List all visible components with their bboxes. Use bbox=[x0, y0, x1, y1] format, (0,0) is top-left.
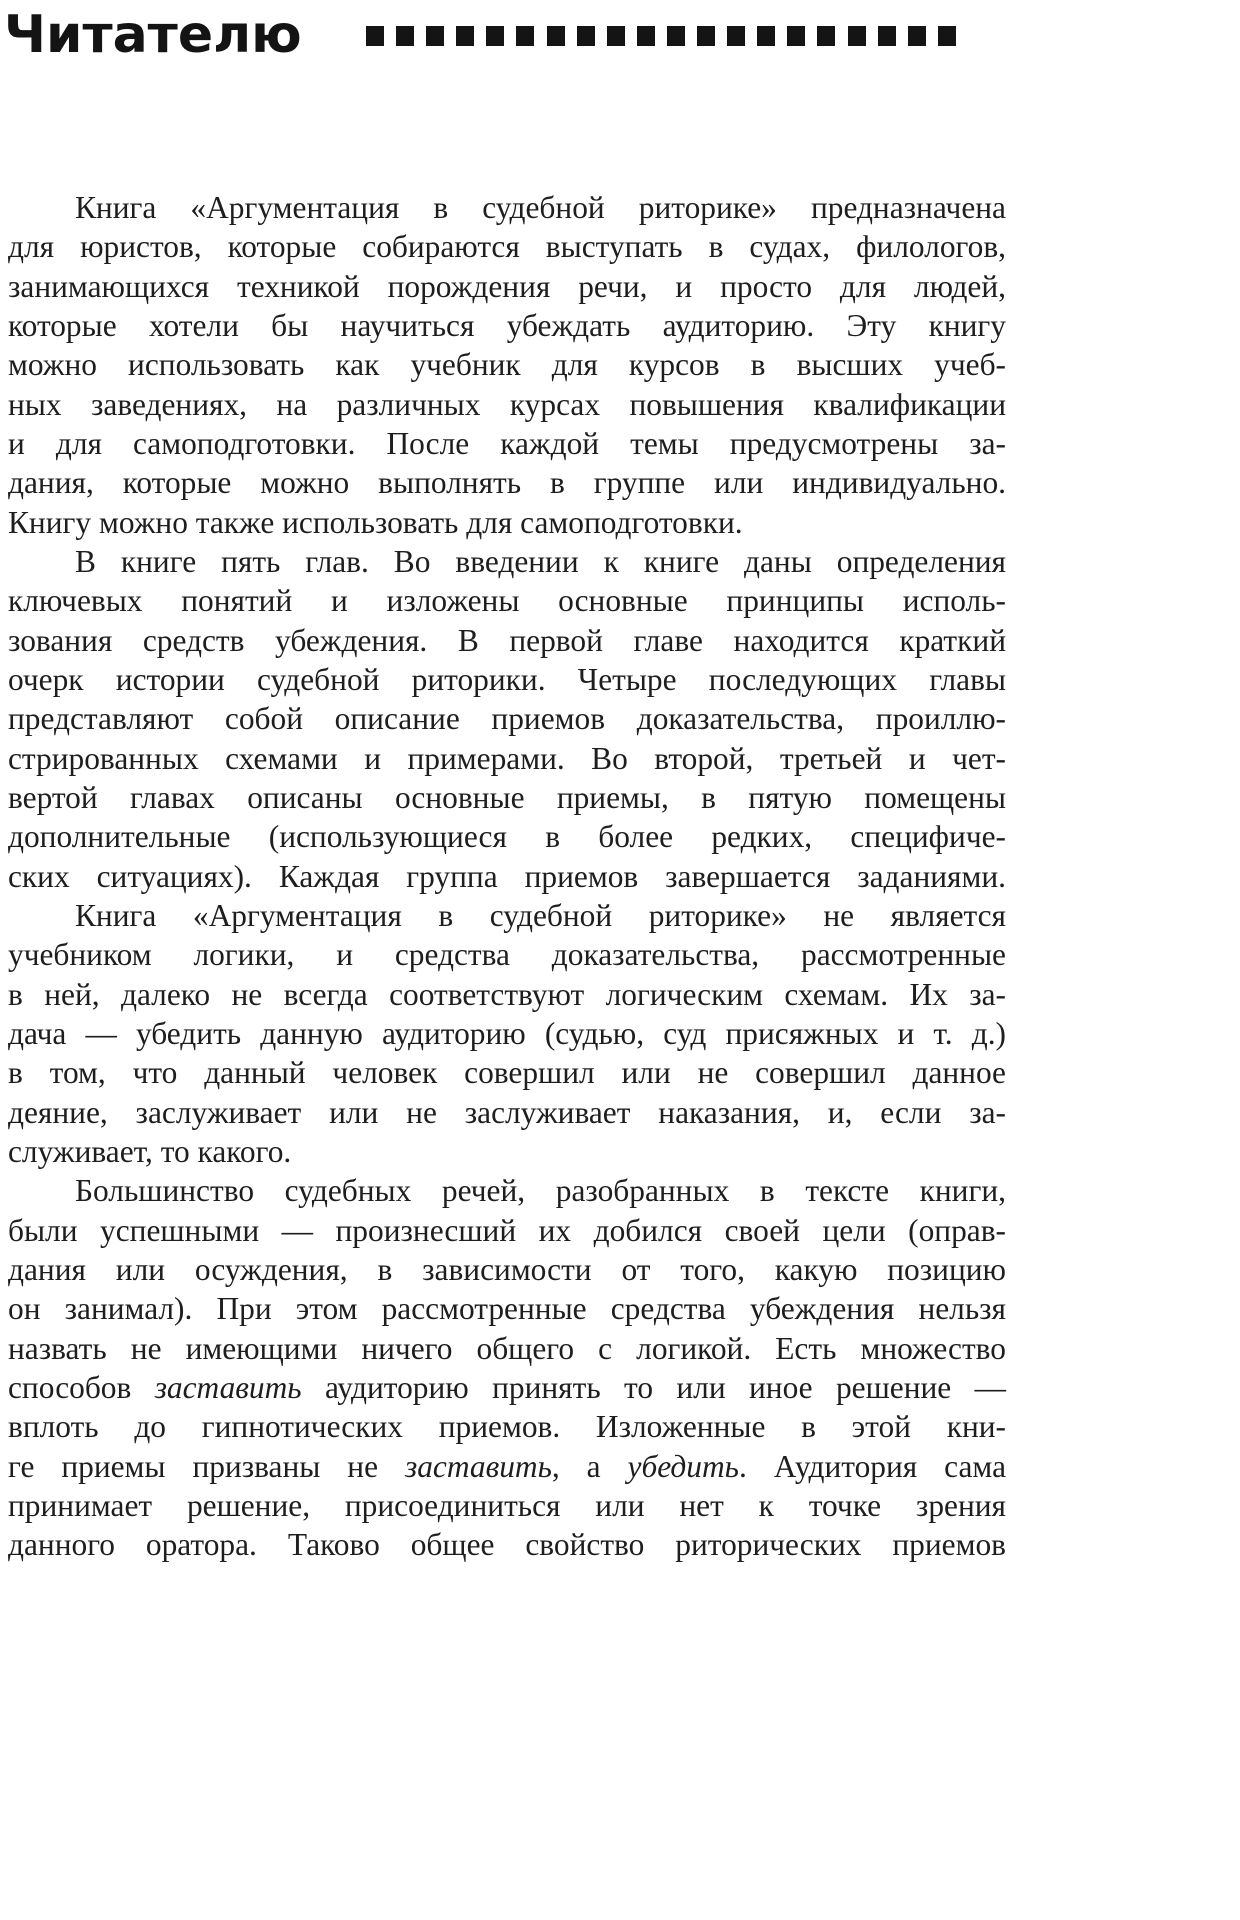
decorative-square bbox=[607, 26, 625, 46]
emphasis-text: убедить bbox=[627, 1448, 739, 1484]
decorative-square bbox=[787, 26, 805, 46]
text-line: служивает, то какого. bbox=[8, 1133, 292, 1169]
section-heading bbox=[4, 0, 1012, 70]
decorative-square bbox=[516, 26, 534, 46]
text-line: дания, которые можно выполнять в группе или индивидуально. bbox=[8, 465, 1006, 501]
text-line: дополнительные (использующиеся в более редких, специфиче- bbox=[8, 819, 1006, 855]
paragraph-3 bbox=[8, 896, 1006, 1171]
text-line: ных заведениях, на различных курсах повышения квалификации bbox=[8, 386, 1006, 422]
decorative-square bbox=[577, 26, 595, 46]
decorative-square bbox=[667, 26, 685, 46]
text-line: представляют собой описание приемов доказательства, проиллю- bbox=[8, 701, 1006, 737]
decorative-square bbox=[878, 26, 896, 46]
text-span: аудиторию принять то или иное решение — bbox=[301, 1369, 1006, 1405]
paragraph-4 bbox=[8, 1171, 1006, 1564]
text-line: ских ситуациях). Каждая группа приемов завершается заданиями. bbox=[8, 858, 1006, 894]
text-line: можно использовать как учебник для курсов в высших учеб- bbox=[8, 347, 1006, 383]
paragraph-1 bbox=[8, 188, 1006, 542]
decorative-square bbox=[848, 26, 866, 46]
text-line: для юристов, которые собираются выступать в судах, филологов, bbox=[8, 229, 1006, 265]
section-title: Читателю bbox=[4, 5, 302, 65]
decorative-square bbox=[426, 26, 444, 46]
decorative-square bbox=[697, 26, 715, 46]
paragraph-2 bbox=[8, 542, 1006, 896]
text-line: Книгу можно также использовать для самоподготовки. bbox=[8, 504, 743, 540]
text-line: деяние, заслуживает или не заслуживает наказания, и, если за- bbox=[8, 1094, 1006, 1130]
text-line: вплоть до гипнотических приемов. Изложенные в этой кни- bbox=[8, 1409, 1006, 1445]
emphasis-text: заставить bbox=[404, 1448, 552, 1484]
text-span: , а bbox=[551, 1448, 628, 1484]
decorative-square bbox=[486, 26, 504, 46]
text-line: в ней, далеко не всегда соответствуют логическим схемам. Их за- bbox=[8, 976, 1006, 1012]
text-line: принимает решение, присоединиться или нет к точке зрения bbox=[8, 1487, 1006, 1523]
body-text bbox=[8, 188, 1006, 1564]
text-line: ключевых понятий и изложены основные принципы исполь- bbox=[8, 583, 1006, 619]
text-line: Книга «Аргументация в судебной риторике» предназначена bbox=[75, 190, 1006, 225]
emphasis-text: заставить bbox=[154, 1369, 302, 1405]
text-line: в том, что данный человек совершил или не совершил данное bbox=[8, 1055, 1006, 1091]
text-line: данного оратора. Таково общее свойство риторических приемов bbox=[8, 1527, 1006, 1563]
decorative-square bbox=[547, 26, 565, 46]
text-line: были успешными — произнесший их добился своей цели (оправ- bbox=[8, 1212, 1006, 1248]
text-line: которые хотели бы научиться убеждать аудиторию. Эту книгу bbox=[8, 307, 1006, 343]
decorative-square bbox=[908, 26, 926, 46]
decorative-square bbox=[757, 26, 775, 46]
text-line: учебником логики, и средства доказательства, рассмотренные bbox=[8, 937, 1006, 973]
text-line: стрированных схемами и примерами. Во второй, третьей и чет- bbox=[8, 740, 1006, 776]
text-span: . Аудитория сама bbox=[738, 1448, 1007, 1484]
text-span: способов bbox=[8, 1369, 155, 1405]
decorative-square bbox=[727, 26, 745, 46]
text-line: В книге пять глав. Во введении к книге даны определения bbox=[75, 543, 1006, 579]
text-line: назвать не имеющими ничего общего с логикой. Есть множество bbox=[8, 1330, 1006, 1366]
decorative-square bbox=[396, 26, 414, 46]
text-line: занимающихся техникой порождения речи, и просто для людей, bbox=[8, 268, 1006, 304]
heading-decorative-squares bbox=[366, 26, 956, 46]
text-line: зования средств убеждения. В первой главе находится краткий bbox=[8, 622, 1006, 658]
text-line: очерк истории судебной риторики. Четыре последующих главы bbox=[8, 661, 1006, 697]
decorative-square bbox=[637, 26, 655, 46]
text-line: дача — убедить данную аудиторию (судью, суд присяжных и т. д.) bbox=[8, 1015, 1006, 1051]
text-line-with-emphasis bbox=[8, 1368, 1006, 1407]
text-line: и для самоподготовки. После каждой темы предусмотрены за- bbox=[8, 425, 1006, 461]
text-span: ге приемы призваны не bbox=[8, 1448, 405, 1484]
decorative-square bbox=[366, 26, 384, 46]
decorative-square bbox=[938, 26, 956, 46]
text-line: Книга «Аргументация в судебной риторике» не является bbox=[75, 897, 1006, 933]
text-line: он занимал). При этом рассмотренные средства убеждения нельзя bbox=[8, 1291, 1006, 1327]
decorative-square bbox=[456, 26, 474, 46]
text-line: Большинство судебных речей, разобранных в тексте книги, bbox=[75, 1173, 1006, 1209]
decorative-square bbox=[817, 26, 835, 46]
text-line: дания или осуждения, в зависимости от того, какую позицию bbox=[8, 1251, 1006, 1287]
text-line-with-emphasis bbox=[8, 1447, 1006, 1486]
text-line: вертой главах описаны основные приемы, в пятую помещены bbox=[8, 779, 1006, 815]
